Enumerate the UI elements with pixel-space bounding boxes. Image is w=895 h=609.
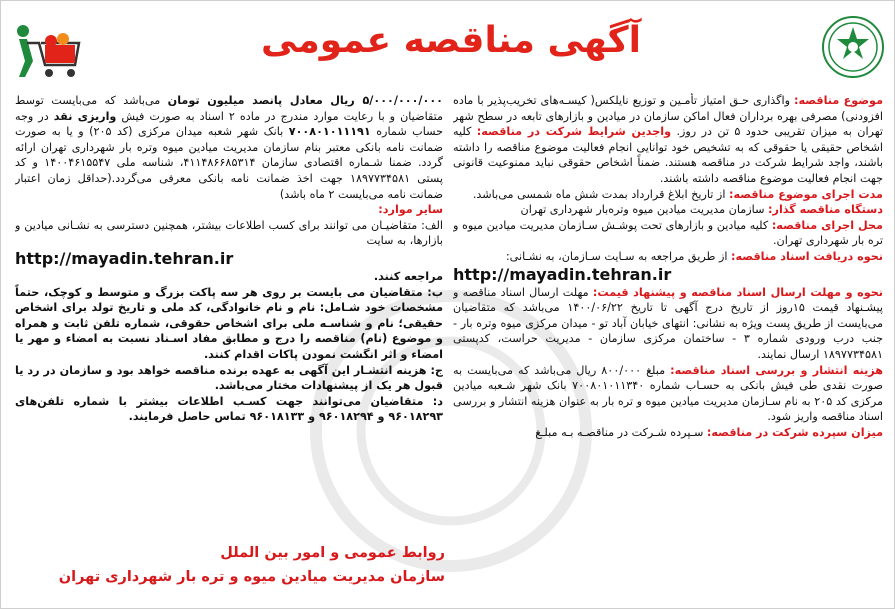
- organizer-text: سازمان مدیریت میادین میوه وتره‌بار شهرداری تهران: [520, 203, 765, 217]
- deposit-amount-words: معادل پانصد میلیون تومان: [167, 94, 323, 107]
- deposit-amount: ۵/۰۰۰/۰۰۰/۰۰۰ ریال: [330, 94, 443, 107]
- location-label: محل اجرای مناقصه:: [771, 218, 883, 232]
- duration-label: مدت اجرای موضوع مناقصه:: [729, 187, 883, 201]
- item-alef-end: مراجعه کنند.: [373, 270, 443, 283]
- shopping-cart-icon: [11, 21, 83, 81]
- deadline-text: مهلت ارسال اسناد مناقصه و پیشـنهاد قیمت ۱۵روز از تاریخ درج آگهی تا تاریخ ۱۴۰۰/۰۶/۲۲ می‌باشد که متقاضیان می‌بایست از طریق پست ویژه به نشانی: انتهای خیابان آباد تو - میدان مرکزی میوه وتره بار - جنب درب ورودی شماره ۳ - ساختمان مرکزی سازمان - مدیریت حراست، کدپستی ۱۸۹۷۷۳۴۵۸۱ ارسال نمایند.: [453, 285, 883, 361]
- receive-url-link[interactable]: http://mayadin.tehran.ir: [453, 264, 672, 284]
- deposit-label: میزان سپرده شرکت در مناقصه:: [706, 425, 883, 439]
- receive-text: از طریق مراجعه به سـایت سـازمان، به نشـانی:: [505, 249, 728, 263]
- duration-text: از تاریخ ابلاغ قرارداد بمدت شش ماه شمسی می‌باشد.: [472, 187, 726, 201]
- deposit-text: سـپرده شـرکت در مناقصـه بـه مبلـغ: [535, 425, 704, 439]
- footer-line-1: روابط عمومی و امور بین الملل: [220, 545, 445, 561]
- footer-line-2: سازمان مدیریت میادین میوه و تره بار شهرداری تهران: [58, 569, 445, 585]
- guarantee-text: بانک شهر شعبه میدان مرکزی (کد ۲۰۵) و یا به صورت ضمانت نامه بانکی معتبر بنام سازمان مدیریت میادین میوه وتره بار شهرداری تهران ارائه گردد. ضمنا شـماره اقتصادی سازمان ۴۱۱۴۸۶۶۸۵۳۱۴، شناسه ملی ۱۴۰۰۴۶۱۵۵۴۷ و کد پستی ۱۸۹۷۷۳۴۵۸۱ جهت اخذ ضمانت نامه بانکی معرفی می‌گردد.(حداقل زمان اعتبار ضمانت نامه می‌بایست ۲ ماه باشد): [15, 125, 443, 201]
- cost-label: هزینه انتشار و بررسی اسناد مناقصه:: [670, 363, 883, 377]
- item-jim: ج: هزینه انتشـار این آگهی به عهده برنده مناقصه خواهد بود و سازمان در رد یا قبول هر یک از پیشنهادات مختار می‌باشد.: [15, 363, 443, 393]
- item-alef: الف: متقاضیـان می توانند برای کسب اطلاعات بیشتر، همچنین دسترسی به نشـانی میادین و بازارها، به سایت: [15, 218, 443, 248]
- other-items-label: سایر موارد:: [378, 203, 443, 217]
- item-dal: د: متقاضیان می‌توانند جهت کسـب اطلاعات بیشتر با شماره تلفن‌های ۹۶۰۱۸۲۹۳ و ۹۶۰۱۸۲۹۴ و ۹۶۰۱۸۱۳۳ تماس حاصل فرمایند.: [15, 394, 443, 424]
- receive-label: نحوه دریافت اسناد مناقصه:: [731, 249, 883, 263]
- cash-deposit-label: واریزی نقد: [53, 109, 117, 123]
- item-be: ب: متقاضیان می بایست بر روی هر سه پاکت بزرگ و متوسط و کوچک، حتماً مشخصات خود شـامل: نام و نام خانوادگی، کد ملی و تاریخ تولد برای اشخاص حقیقی؛ نام و شناسـه ملی برای اشخاص حقوقی، شماره تلفن ثابت و همراه و موضوع (نام) مناقصه را درج و مطابق مفاد اسـناد نسبت به امضاء و مهر یا امضاء و اثر انگشت نمودن پاکات اقدام کنند.: [15, 285, 443, 361]
- location-text: کلیه میادین و بازارهای تحت پوشـش سـازمان مدیریت میادین میوه و تره بار شهرداری تهران.: [453, 218, 883, 248]
- subject-label: موضوع مناقصه:: [793, 94, 883, 107]
- conditions-text: کلیه اشخاص حقیقی یا حقوقی که به تشخیص خود توانایی انجام فعالیت موضوع مناقصه را داشته باشند، واجد شرایط شرکت در مناقصه هستند. ضمناً اشخاص حقوقی نباید ممنوعیت قانونی جهت انجام فعالیت موضوع مناقصه داشته باشند.: [453, 125, 883, 185]
- deposit-text-cont: می‌باشد که می‌بایست توسط متقاضیان و با رعایت موارد مندرج در ماده ۲ اسناد به صورت فیش: [15, 94, 443, 123]
- page-title: آگهی مناقصه عمومی: [261, 20, 641, 61]
- conditions-label: واجدین شرایط شرکت در مناقصه:: [476, 125, 672, 139]
- deadline-label: نحوه و مهلت ارسال اسناد مناقصه و پیشنهاد قیمت:: [592, 285, 883, 299]
- signature-block: [15, 541, 445, 589]
- cost-text: مبلغ ۸۰۰/۰۰۰ ریال می‌باشد که می‌بایست به صورت نقدی طی فیش بانکی به حسـاب شماره ۷۰۰۸۰۱۰۱۱۳۴۰ بانک شهر شـعبه میادین مرکزی کد ۲۰۵ به نام سـازمان مدیریت میادین میوه و تره بار به عنوان هزینه انتشار و بررسی اسناد مناقصه واریز شود.: [453, 363, 883, 424]
- municipality-logo-icon: [821, 15, 885, 79]
- account-text: در وجه حساب شماره: [15, 109, 443, 139]
- subject-text: واگذاری حـق امتیاز تأمـین و توزیع نایلکس( کیسـه‌های تخریب‌پذیر با ماده افزودنی) مصرفی بهره برداران فعال اماکن سازمان در میادین و بازارهای تابعه در سطح شهر تهران به میزان تقریبی حدود ۵ تن در روز.: [453, 94, 883, 139]
- left-column-bottom: [15, 249, 443, 529]
- alef-url-link[interactable]: http://mayadin.tehran.ir: [15, 249, 234, 268]
- organizer-label: دستگاه مناقصه گذار:: [768, 203, 883, 217]
- account-number: ۷۰۰۸۰۱۰۱۱۱۹۱: [288, 125, 371, 139]
- right-column: [453, 93, 883, 605]
